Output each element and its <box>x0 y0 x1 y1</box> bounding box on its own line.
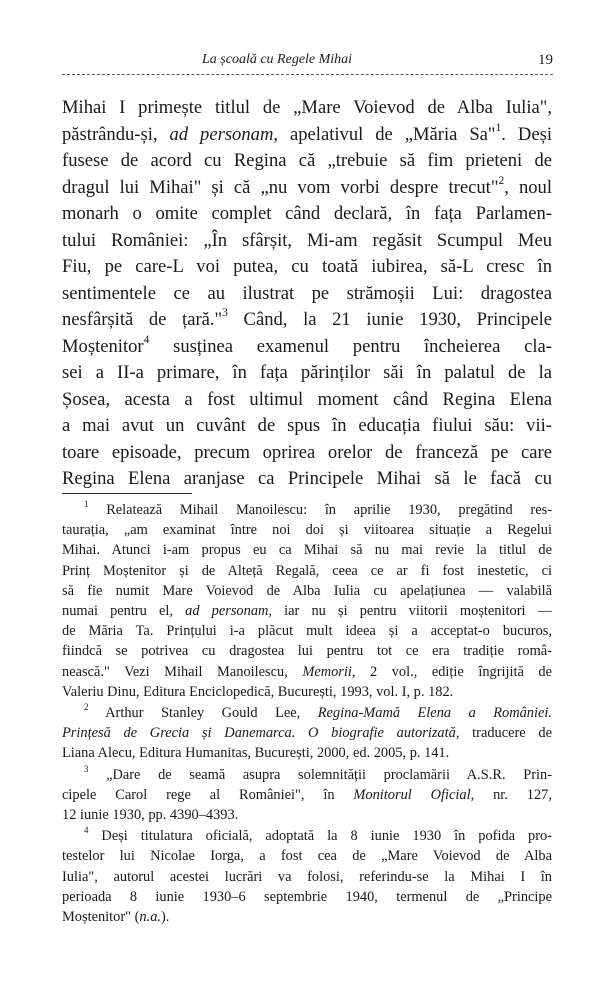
body-line: tului României: „În sfârșit, Mi-am regăsit Scumpul Meu <box>62 229 552 251</box>
footnote-1: $^1$ Relatează Mihail Manoilescu: în aprilie 1930, pregătind res- taurația, „am examinat între noi doi și viitoarea situație a Regelui Mihai. Atunci i-am propus eu ca Mihai să nu mai revie la titlul de Prinț Moștenitor și de Alteță Regală, ceea ce ar fi fost inestetic, ci să fie numit Mare Voievod de Alba Iulia cu apelațiunea — valabilă numai pentru el, ad personam, iar nu și pentru viitorii moștenitori — de Măria Ta. Prințului i-a plăcut mult ideea și a acceptat-o bucuros, fiindcă se potrivea cu dragostea lui pentru tot ce era tradiție româ- nească." Vezi Mihail Manoilescu, Memorii, 2 vol., ediție îngrijită de Valeriu Dinu, Editura Enciclopedică, București, 1993, vol. I, p. 182. <box>62 498 553 700</box>
body-line: sentimentele ce au ilustrat pe strămoșii Lui: dragostea <box>62 282 552 304</box>
footnote-divider <box>62 493 192 494</box>
footnote-number: 2 <box>84 701 89 712</box>
body-line: Regina Elena aranjase ca Principele Mihai să le facă cu <box>62 468 552 489</box>
body-line: Fiu, pe care-L voi putea, cu toată iubirea, să-L cresc în <box>62 256 552 277</box>
footnote-ref: 2 <box>498 174 505 187</box>
body-line: dragul lui Mihai" și că „nu vom vorbi despre trecut"$^2$, noul <box>62 174 552 198</box>
body-line: a mai avut un cuvânt de spus în educația fiului său: vii- <box>62 415 552 436</box>
body-line: Șosea, acesta a fost ultimul moment când Regina Elena <box>62 388 552 410</box>
footnote-number: 3 <box>84 763 89 774</box>
body-line: sei a II-a primare, în fața părinților săi în palatul de la <box>62 362 552 383</box>
body-line: fusese de acord cu Regina că „trebuie să fim prieteni de <box>62 150 552 171</box>
footnote-number: 4 <box>84 825 89 836</box>
page-number: 19 <box>538 52 553 68</box>
body-line: nesfârșită de țară."$^3$ Când, la 21 iunie 1930, Principele <box>62 307 552 330</box>
body-line: monarh o omite complet când declară, în fața Parlamen- <box>62 203 552 224</box>
body-text <box>62 95 552 493</box>
page-header <box>62 52 553 75</box>
footnote-ref: 1 <box>495 121 502 134</box>
footnote-number: 1 <box>84 498 89 509</box>
running-title: La școală cu Regele Mihai <box>202 52 353 67</box>
body-line: păstrându-și, ad personam, apelativul de „Măria Sa"$^1$. Deși <box>62 121 552 145</box>
body-line: Mihai I primește titlul de „Mare Voievod de Alba Iulia", <box>62 97 552 118</box>
body-line: toare episoade, precum oprirea orelor de franceză pe care <box>62 441 552 463</box>
footnote-4: $^4$ Deși titulatura oficială, adoptată la 8 iunie 1930 în pofida pro- testelor lui Nicolae Iorga, a fost cea de „Mare Voievod de Alba Iulia", autorul acestei lucrări va folosi, referindu-se la Mihai I în perioada 8 iunie 1930–6 septembrie 1940, termenul de „Principe Moștenitor" (n.a.). <box>62 825 552 926</box>
footnote-ref: 3 <box>222 307 228 320</box>
footnotes <box>62 500 552 928</box>
footnote-3: $^3$ „Dare de seamă asupra solemnității proclamării A.S.R. Prin- cipele Carol rege al României", în Monitorul Oficial, nr. 127, 12 iunie 1930, pp. 4390–4393. <box>62 763 552 824</box>
footnote-ref: 4 <box>143 333 150 346</box>
body-line: Moștenitor$^4$ susținea examenul pentru încheierea cla- <box>62 333 552 357</box>
footnote-2: $^2$ Arthur Stanley Gould Lee, Regina-Mamă Elena a României. Prințesă de Grecia și Danemarca. O biografie autorizată, traducere de Liana Alecu, Editura Humanitas, București, 2000, ed. 2005, p. 141. <box>62 701 552 762</box>
